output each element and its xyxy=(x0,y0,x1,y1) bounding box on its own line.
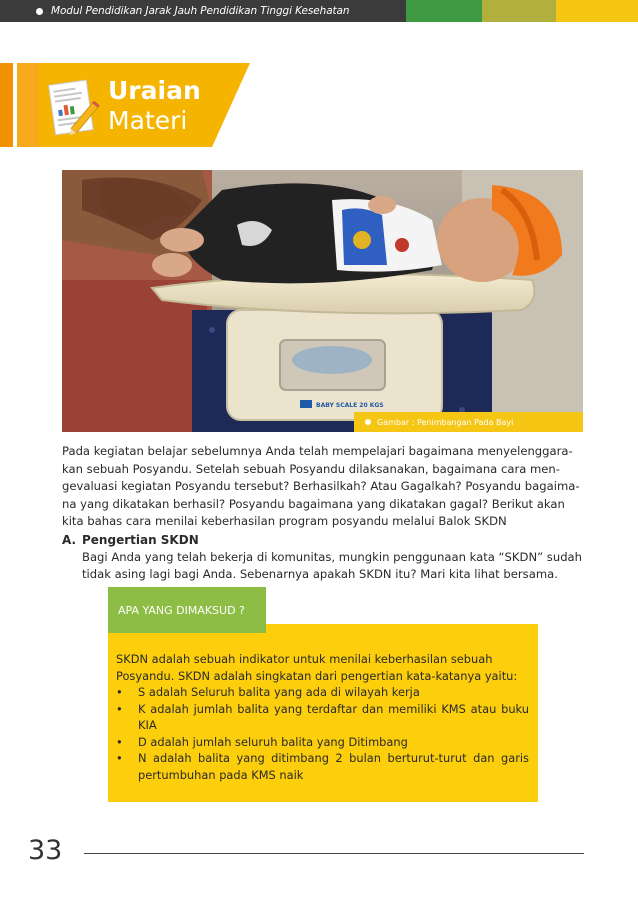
banner-title-line-1: Uraian xyxy=(108,76,201,105)
photo-caption-text: Gambar : Penimbangan Pada Bayi xyxy=(377,417,514,427)
header-title: Modul Pendidikan Jarak Jauh Pendidikan Tinggi Kesehatan xyxy=(51,5,350,17)
header-color-block-yellow xyxy=(556,0,638,22)
list-item xyxy=(116,701,529,734)
section-a-line: Bagi Anda yang telah bekerja di komunitas, mungkin penggunaan kata “SKDN” sudah xyxy=(82,550,583,564)
callout-content xyxy=(116,651,529,783)
photo-caption xyxy=(354,412,583,432)
bullet-icon: • xyxy=(116,685,123,699)
header-title-bar xyxy=(0,0,406,22)
baby-weighing-photo xyxy=(62,170,583,432)
section-a-letter: A. xyxy=(62,533,77,547)
list-item-text: S adalah Seluruh balita yang ada di wilayah kerja xyxy=(138,685,420,699)
page-number: 33 xyxy=(28,835,63,866)
list-item-text: D adalah jumlah seluruh balita yang Ditimbang xyxy=(138,734,408,749)
banner-stripe-1 xyxy=(0,63,13,147)
banner-stripe-2 xyxy=(17,63,39,147)
caption-bullet-icon xyxy=(365,419,371,425)
list-item xyxy=(116,684,529,701)
intro-line: kita bahas cara menilai keberhasilan program posyandu melalui Balok SKDN xyxy=(62,514,507,529)
list-item-text: N adalah balita yang ditimbang 2 bulan berturut-turut dan garis pertumbuhan pada KMS naik xyxy=(138,751,529,782)
page-header xyxy=(0,0,638,22)
bullet-icon: • xyxy=(116,734,123,749)
callout-tab xyxy=(108,587,266,633)
footer-rule xyxy=(84,853,584,854)
intro-paragraph xyxy=(62,443,584,531)
intro-line: na yang dikatakan berhasil? Posyandu bagaimana yang dikatakan gagal? Berikut akan xyxy=(62,496,565,511)
banner-title-line-2: Materi xyxy=(108,106,188,135)
scale-brand-label: BABY SCALE 20 KGS xyxy=(316,402,384,409)
document-chart-pencil-icon xyxy=(46,76,102,140)
intro-line: gevaluasi kegiatan Posyandu tersebut? Berhasilkah? Atau Gagalkah? Posyandu bagaima- xyxy=(62,479,580,494)
header-color-block-green xyxy=(406,0,482,22)
section-a-line: tidak asing lagi bagi Anda. Sebenarnya apakah SKDN itu? Mari kita lihat bersama. xyxy=(82,567,558,581)
intro-line: kan sebuah Posyandu. Setelah sebuah Posyandu dilaksanakan, bagaimana cara men- xyxy=(62,461,560,476)
intro-line: Pada kegiatan belajar sebelumnya Anda telah mempelajari bagaimana menyelenggara- xyxy=(62,444,573,458)
list-item xyxy=(116,734,529,751)
bullet-icon: • xyxy=(116,701,123,716)
callout-intro-line: SKDN adalah sebuah indikator untuk menilai keberhasilan sebuah xyxy=(116,652,493,666)
bullet-icon: • xyxy=(116,751,123,765)
list-item xyxy=(116,750,529,783)
section-a-title: Pengertian SKDN xyxy=(82,533,199,547)
section-a-body xyxy=(82,549,584,583)
header-bullet-icon xyxy=(36,8,43,15)
list-item-text: K adalah jumlah balita yang terdaftar dan memiliki KMS atau buku KIA xyxy=(138,701,529,732)
callout-intro-line: Posyandu. SKDN adalah singkatan dari pengertian kata-katanya yaitu: xyxy=(116,668,518,683)
header-color-block-olive xyxy=(482,0,556,22)
callout-tab-label: APA YANG DIMAKSUD ? xyxy=(118,603,245,617)
